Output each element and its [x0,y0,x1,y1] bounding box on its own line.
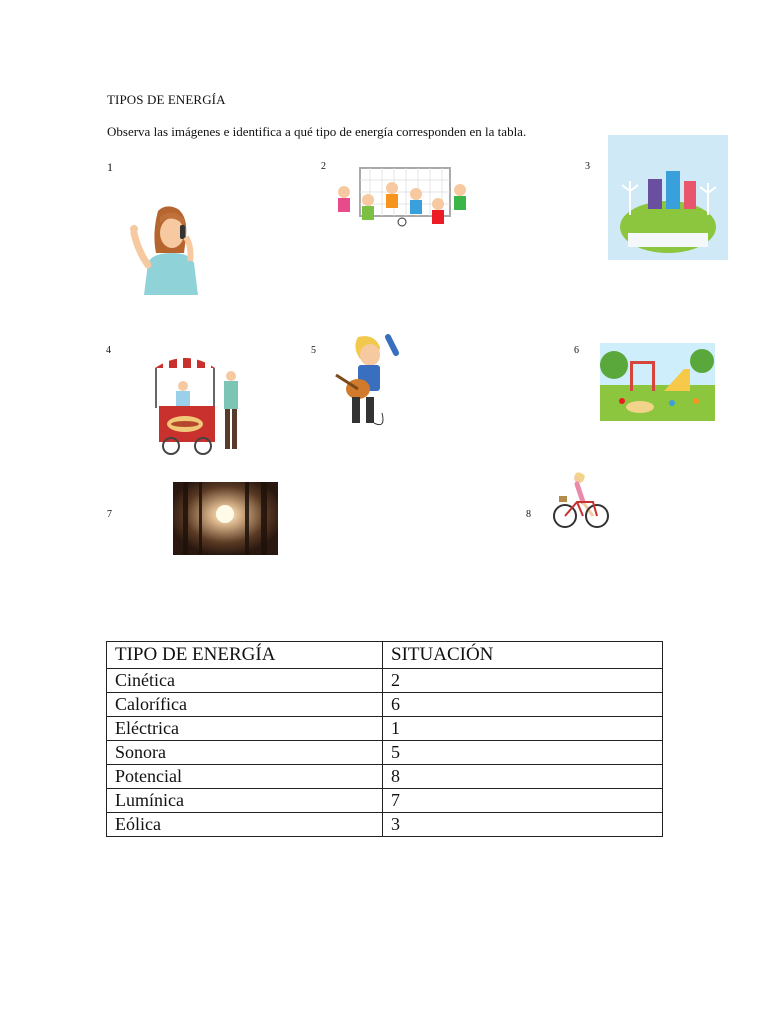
situation-cell: 8 [383,765,663,789]
header-situation: SITUACIÓN [383,642,663,669]
playground-illustration [600,343,715,421]
energy-type-cell: Calorífica [107,693,383,717]
energy-type-cell: Lumínica [107,789,383,813]
hotdog-cart-illustration [145,350,245,456]
table-row [107,765,663,789]
table-row [107,741,663,765]
table-row [107,813,663,837]
image-number-1: 1 [107,160,113,174]
energy-table [106,641,663,837]
situation-cell: 7 [383,789,663,813]
wind-town-illustration [608,135,728,260]
sun-forest-photo [173,482,278,555]
woman-phone-illustration [128,203,204,295]
image-number-6: 6 [574,345,579,356]
image-number-7: 7 [107,509,112,520]
situation-cell: 3 [383,813,663,837]
energy-type-cell: Eléctrica [107,717,383,741]
energy-type-cell: Eólica [107,813,383,837]
energy-type-cell: Cinética [107,669,383,693]
bicycle-rider-illustration [553,472,611,530]
page-title: TIPOS DE ENERGÍA [107,92,226,107]
energy-type-cell: Potencial [107,765,383,789]
situation-cell: 2 [383,669,663,693]
image-number-8: 8 [526,509,531,520]
kids-soccer-illustration [330,164,476,236]
table-row [107,669,663,693]
table-row [107,789,663,813]
image-number-4: 4 [106,345,111,356]
table-row [107,717,663,741]
table-row [107,693,663,717]
instruction-text: Observa las imágenes e identifica a qué tipo de energía corresponden en la tabla. [107,124,527,139]
header-energy-type: TIPO DE ENERGÍA [107,642,383,669]
energy-type-cell: Sonora [107,741,383,765]
image-number-3: 3 [585,161,590,172]
image-number-2: 2 [321,161,326,172]
boy-guitar-illustration [330,333,400,431]
situation-cell: 1 [383,717,663,741]
situation-cell: 6 [383,693,663,717]
table-header-row [107,642,663,669]
situation-cell: 5 [383,741,663,765]
image-number-5: 5 [311,345,316,356]
